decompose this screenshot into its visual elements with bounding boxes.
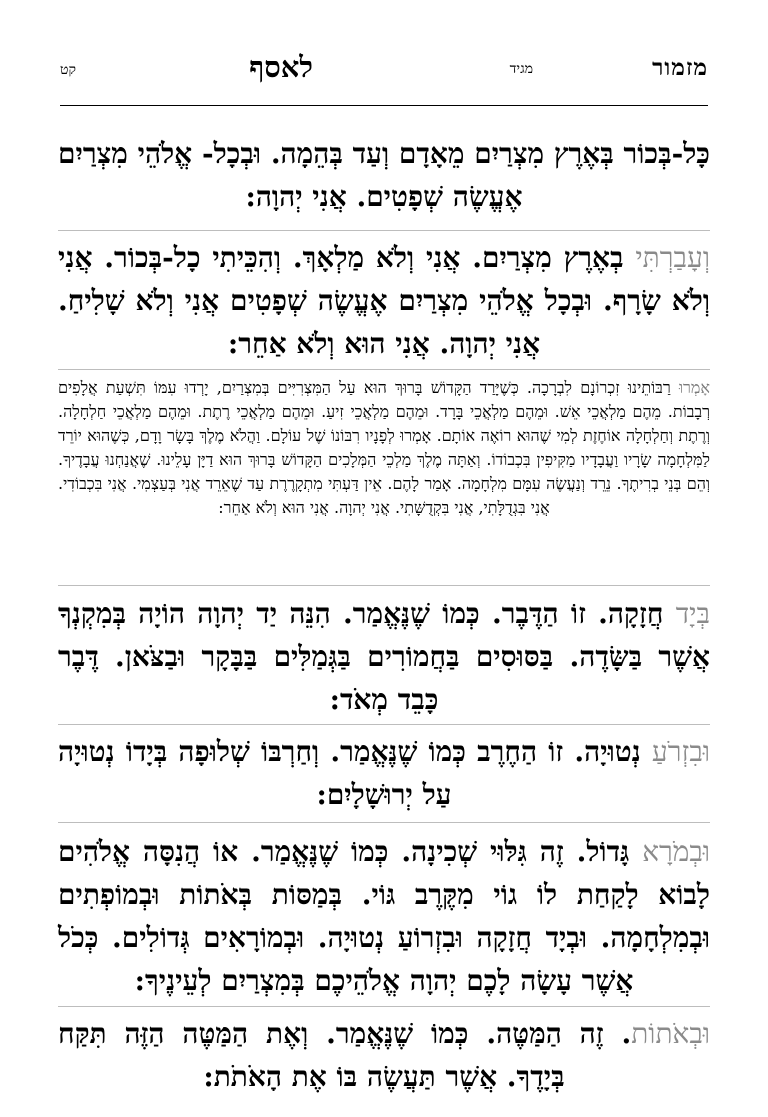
- passage-3: [58, 592, 710, 721]
- passage-4-text: נְטוּיָה. זוֹ הַחֶרֶב כְּמוֹ שֶׁנֶּאֱמַר. וְחַרְבּוֹ שְׁלוּפָה בְּיָדוֹ נְטוּיָה עַל יְרוּשָׁלָיִם:: [58, 735, 652, 811]
- passage-6: [58, 1012, 710, 1098]
- commentary-passage: [58, 376, 710, 520]
- separator: [58, 1006, 710, 1007]
- commentary-text: רַבּוֹתֵינוּ זִכְרוֹנָם לִבְרָכָה. כְּשֶׁיָּרַד הַקָּדוֹשׁ בָּרוּךְ הוּא עַל הַמִּצְרִיִּים בְּמִצְרַיִם, יָרְדוּ עִמּוֹ תִּשְׁעַת אֲלָפִים רְבָבוֹת. מֵהֶם מַלְאֲכֵי אֵשׁ. וּמֵהֶם מַלְאֲכֵי בָּרָד. וּמֵהֶם מַלְאֲכֵי זִיעַ. וּמֵהֶם מַלְאֲכֵי רֶתֶת. וּמֵהֶם מַלְאֲכֵי חַלְחָלָה. וְרֶתֶת וְחַלְחָלָה אוֹחֶזֶת לְמִי שֶׁהוּא רוֹאֶה אוֹתָם. אָמְרוּ לְפָנָיו רִבּוֹנוֹ שֶׁל עוֹלָם. וַהֲלֹא מֶלֶךְ בָּשָׂר וָדָם, כְּשֶׁהוּא יוֹרֵד לַמִּלְחָמָה שָׂרָיו וַעֲבָדָיו מַקִּיפִין בִּכְבוֹדוֹ. וְאַתָּה מֶלֶךְ מַלְכֵי הַמְּלָכִים הַקָּדוֹשׁ בָּרוּךְ הוּא דַיָּן עָלֵינוּ. שֶׁאֲנַחְנוּ עֲבָדֶיךָ. וְהֵם בְּנֵי בְרִיתֶךָ. נֵרֵד וְנַעֲשֶׂה עִמָּם מִלְחָמָה. אָמַר לָהֶם. אֵין דַּעְתִּי מִתְקָרֶרֶת עַד שֶׁאֵרֵד אֲנִי בְּעַצְמִי. אֲנִי בִּכְבוֹדִי. אֲנִי בִּגְדֻלָּתִי, אֲנִי בִּקְדֻשָּׁתִי. אֲנִי יְהוָה. אֲנִי הוּא וְלֹא אַחֵר:: [58, 378, 711, 517]
- page-number: קט: [60, 62, 76, 78]
- separator: [58, 822, 710, 823]
- passage-2: [58, 236, 710, 365]
- passage-3-lead: בְּיָד: [675, 597, 710, 630]
- passage-2-text: בְאֶרֶץ מִצְרַיִם. אֲנִי וְלֹא מַלְאָךְ. וְהִכֵּיתִי כָל-בְּכוֹר. אֲנִי וְלֹא שָׂרָף. וּבְכָל אֱלֹהֵי מִצְרַיִם אֶעֱשֶׂה שְׁפָטִים אֲנִי וְלֹא שָׁלִיחַ. אֲנִי יְהוָה. אֲנִי הוּא וְלֹא אַחֵר:: [58, 241, 710, 360]
- header-center: מגיד: [509, 61, 533, 77]
- separator: [58, 585, 710, 586]
- passage-5-lead: וּבְמֹרָא: [642, 835, 710, 868]
- header-section: מזמור: [652, 54, 708, 81]
- passage-6-text: . זֶה הַמַּטֶּה. כְּמוֹ שֶׁנֶּאֱמַר. וְאֶת הַמַּטֶּה הַזֶּה תִּקַּח בְּיָדֶךָ. אֲשֶׁר תַּעֲשֶׂה בּוֹ אֶת הָאֹתֹת:: [58, 1017, 632, 1093]
- passage-6-lead: וּבְאֹתוֹת: [631, 1017, 710, 1050]
- passage-4-lead: וּבִזְרֹעַ: [651, 735, 710, 768]
- separator: [58, 369, 710, 370]
- passage-1-text: כָּל-בְּכוֹר בְּאֶרֶץ מִצְרַיִם מֵאָדָם וְעַד בְּהֵמָה. וּבְכָל- אֱלֹהֵי מִצְרַיִם אֶעֱשֶׂה שְׁפָטִים. אֲנִי יְהוָה:: [58, 137, 710, 213]
- passage-3-text: חֲזָקָה. זוֹ הַדֶּבֶר. כְּמוֹ שֶׁנֶּאֱמַר. הִנֵּה יַד יְהוָה הוֹיָה בְּמִקְנְךָ אֲשֶׁר בַּשָּׂדֶה. בַּסּוּסִים בַּחֲמוֹרִים בַּגְּמַלִּים בַּבָּקָר וּבַצֹּאן. דֶּבֶר כָּבֵד מְאֹד:: [58, 597, 710, 716]
- running-header: [60, 46, 708, 94]
- header-rule: [60, 105, 708, 106]
- passage-4: [58, 730, 710, 816]
- passage-2-lead: וְעָבַרְתִּי: [635, 241, 710, 274]
- separator: [58, 230, 710, 231]
- commentary-lead: אָמְרוּ: [678, 378, 710, 397]
- separator: [58, 724, 710, 725]
- passage-1: [58, 132, 710, 218]
- header-title: לאסף: [249, 50, 313, 84]
- passage-5-text: גָּדוֹל. זֶה גִּלּוּי שְׁכִינָה. כְּמוֹ שֶׁנֶּאֱמַר. אוֹ הֲנִסָּה אֱלֹהִים לָבוֹא לָקַחַת לוֹ גוֹי מִקֶּרֶב גּוֹי. בְּמַסּוֹת בְּאֹתוֹת וּבְמוֹפְתִים וּבְמִלְחָמָה. וּבְיָד חֲזָקָה וּבִזְרוֹעַ נְטוּיָה. וּבְמוֹרָאִים גְּדוֹלִים. כְּכֹל אֲשֶׁר עָשָׂה לָכֶם יְהוָה אֱלֹהֵיכֶם בְּמִצְרַיִם לְעֵינֶיךָ:: [58, 835, 710, 997]
- passage-5: [58, 830, 710, 1002]
